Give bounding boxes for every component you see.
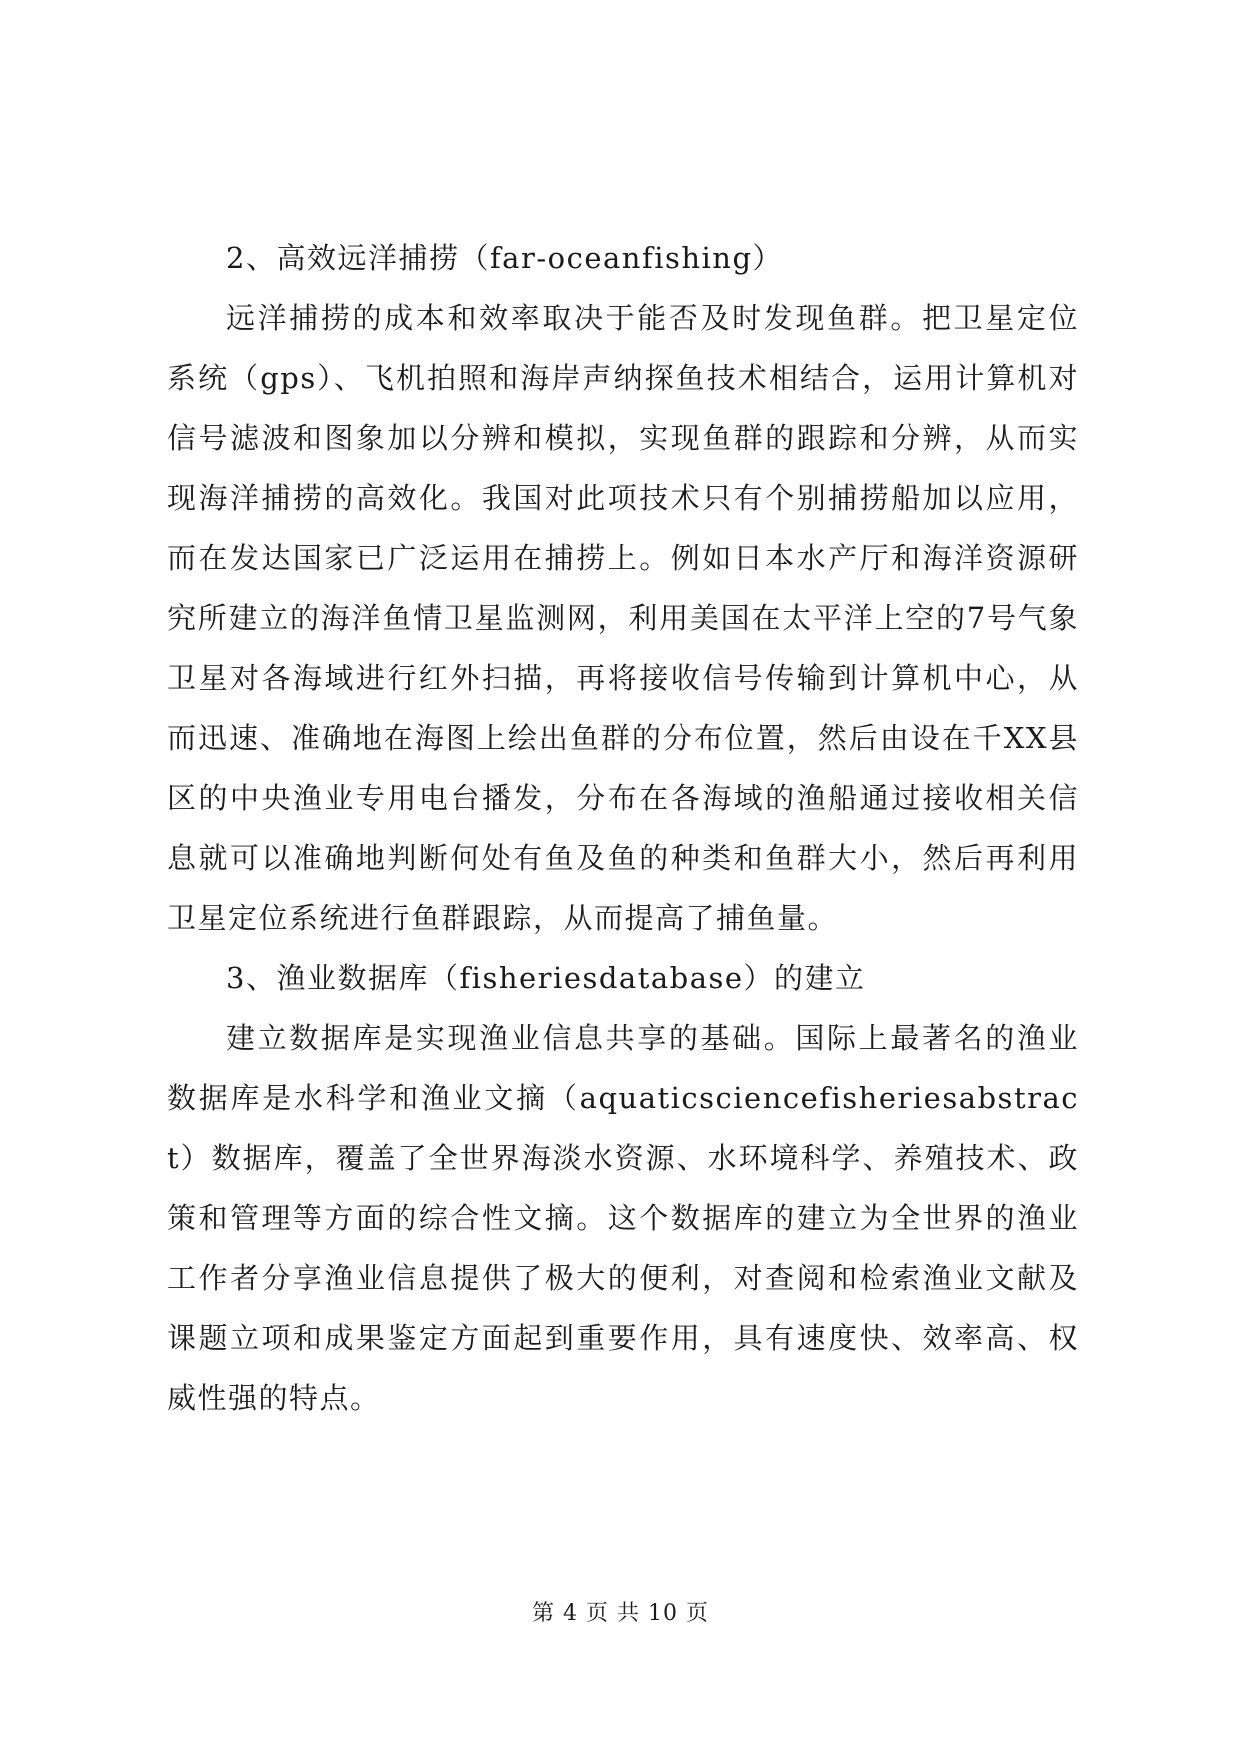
section-heading-far-ocean-fishing: 2、高效远洋捕捞（far-oceanfishing） bbox=[226, 241, 784, 275]
section-heading-fisheries-database: 3、渔业数据库（fisheriesdatabase）的建立 bbox=[226, 961, 866, 995]
section-paragraph-fisheries-database: 建立数据库是实现渔业信息共享的基础。国际上最著名的渔业数据库是水科学和渔业文摘（aquaticsciencefisheriesabstract）数据库，覆盖了全世界海淡水资源、水环境科学、养殖技术、政策和管理等方面的综合性文摘。这个数据库的建立为全世界的渔业工作者分享渔业信息提供了极大的便利，对查阅和检索渔业文献及课题立项和成果鉴定方面起到重要作用，具有速度快、效率高、权威性强的特点。 bbox=[167, 1021, 1079, 1415]
document-body bbox=[167, 228, 1079, 1428]
page-number-footer: 第 4 页 共 10 页 bbox=[532, 1601, 709, 1626]
section-paragraph-far-ocean-fishing: 远洋捕捞的成本和效率取决于能否及时发现鱼群。把卫星定位系统（gps）、飞机拍照和海岸声纳探鱼技术相结合，运用计算机对信号滤波和图象加以分辨和模拟，实现鱼群的跟踪和分辨，从而实现海洋捕捞的高效化。我国对此项技术只有个别捕捞船加以应用，而在发达国家已广泛运用在捕捞上。例如日本水产厅和海洋资源研究所建立的海洋鱼情卫星监测网，利用美国在太平洋上空的7号气象卫星对各海域进行红外扫描，再将接收信号传输到计算机中心，从而迅速、准确地在海图上绘出鱼群的分布位置，然后由设在千XX县区的中央渔业专用电台播发，分布在各海域的渔船通过接收相关信息就可以准确地判断何处有鱼及鱼的种类和鱼群大小，然后再利用卫星定位系统进行鱼群跟踪，从而提高了捕鱼量。 bbox=[167, 301, 1079, 935]
